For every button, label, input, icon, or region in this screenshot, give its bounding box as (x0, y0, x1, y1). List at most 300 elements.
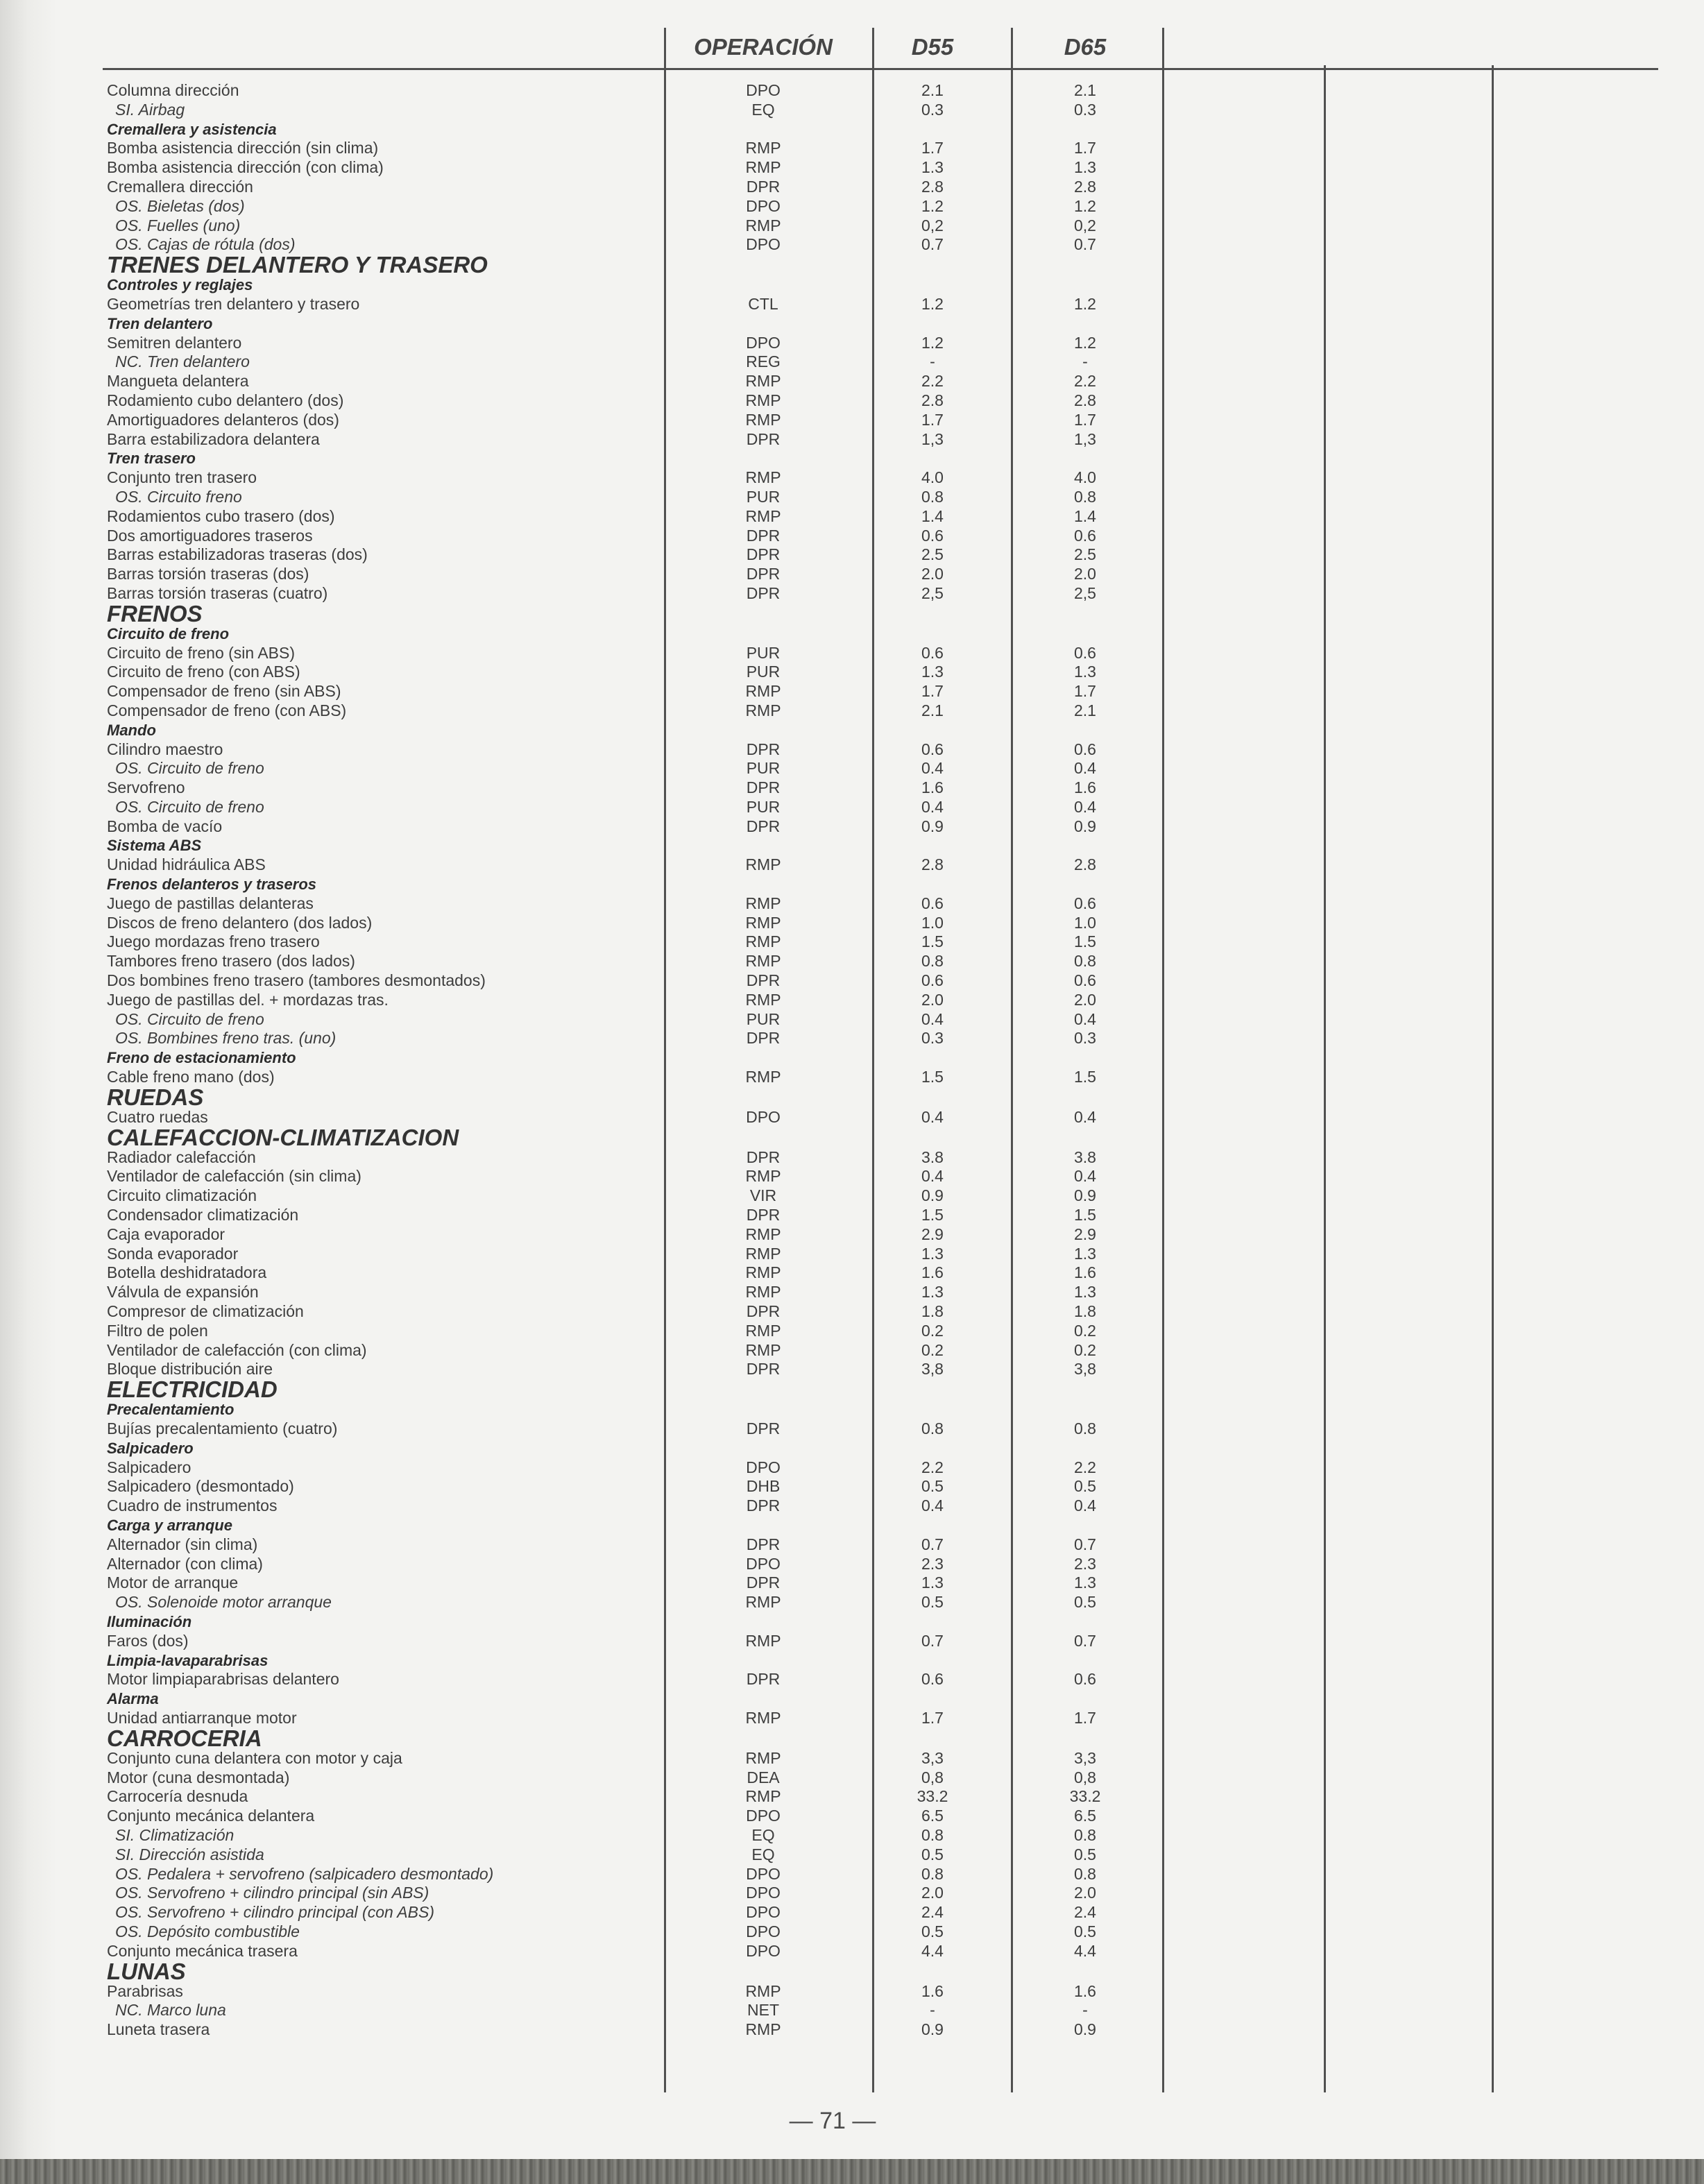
time-d55: 0.3 (921, 1029, 944, 1048)
operation-name: OS. Bombines freno tras. (uno) (115, 1029, 336, 1048)
table-row (0, 1573, 1704, 1593)
time-d65: 0.8 (1074, 1825, 1096, 1844)
table-row (0, 334, 1704, 353)
operation-name: Bomba asistencia dirección (con clima) (107, 158, 384, 177)
operation-code: RMP (745, 701, 781, 719)
category-row (0, 120, 1704, 139)
operation-name: Semitren delantero (107, 333, 242, 352)
category-row (0, 624, 1704, 644)
time-d55: 0.8 (921, 952, 944, 971)
operation-name: Conjunto tren trasero (107, 468, 257, 487)
time-d65: 0.7 (1074, 235, 1096, 254)
category-title: Iluminación (107, 1612, 192, 1630)
category-row (0, 1689, 1704, 1709)
operation-name: OS. Bieletas (dos) (115, 196, 245, 215)
operation-code: DHB (746, 1477, 781, 1496)
operation-name: Válvula de expansión (107, 1283, 259, 1302)
section-heading-row (0, 1958, 1704, 1984)
time-d65: 2.8 (1074, 391, 1096, 409)
table-row (0, 1302, 1704, 1322)
operation-name: Radiador calefacción (107, 1148, 256, 1166)
table-row (0, 1167, 1704, 1186)
time-d55: 2.4 (921, 1903, 944, 1922)
time-d65: 1.6 (1074, 1263, 1096, 1282)
operation-code: RMP (745, 894, 781, 912)
operation-name: Parabrisas (107, 1981, 183, 2000)
time-d55: 2.0 (921, 990, 944, 1009)
operation-code: DPR (746, 583, 781, 602)
operation-code: DPO (746, 81, 781, 99)
table-row (0, 488, 1704, 507)
operation-name: Conjunto mecánica trasera (107, 1941, 298, 1960)
table-row (0, 1322, 1704, 1341)
time-d65: 3,3 (1074, 1748, 1096, 1767)
time-d65: 0.7 (1074, 1631, 1096, 1650)
operation-code: DPR (746, 177, 781, 196)
time-d55: 1.5 (921, 1206, 944, 1225)
category-row (0, 1516, 1704, 1535)
table-row (0, 1787, 1704, 1807)
operations-table (0, 81, 1704, 2040)
time-d65: 2.0 (1074, 1884, 1096, 1902)
table-row (0, 914, 1704, 933)
time-d55: - (930, 2001, 935, 2020)
time-d55: 33.2 (917, 1787, 948, 1806)
table-row (0, 1535, 1704, 1555)
operation-code: DPR (746, 1360, 781, 1379)
operation-name: Servofreno (107, 778, 185, 797)
time-d65: 1.8 (1074, 1302, 1096, 1321)
time-d65: 0.9 (1074, 2020, 1096, 2039)
time-d55: 2.9 (921, 1225, 944, 1243)
operation-code: RMP (745, 1321, 781, 1340)
category-row (0, 721, 1704, 740)
category-title: Circuito de freno (107, 624, 230, 642)
operation-code: VIR (749, 1186, 777, 1205)
category-title: Controles y reglajes (107, 276, 253, 294)
time-d65: 0.7 (1074, 1535, 1096, 1553)
operation-code: DPO (746, 196, 781, 215)
time-d65: 2.0 (1074, 990, 1096, 1009)
table-row (0, 1884, 1704, 1903)
operation-name: NC. Marco luna (115, 2001, 226, 2020)
table-row (0, 372, 1704, 391)
operation-code: RMP (745, 855, 781, 874)
time-d55: 1.4 (921, 506, 944, 525)
table-row (0, 158, 1704, 178)
time-d65: 0.2 (1074, 1321, 1096, 1340)
operation-code: DPO (746, 1458, 781, 1476)
operation-name: Bomba asistencia dirección (sin clima) (107, 139, 379, 157)
operation-code: CTL (748, 294, 778, 313)
time-d65: 0.8 (1074, 1864, 1096, 1883)
time-d65: 1.2 (1074, 196, 1096, 215)
time-d55: 1.2 (921, 196, 944, 215)
operation-name: Alternador (con clima) (107, 1554, 263, 1573)
operation-name: Unidad hidráulica ABS (107, 855, 266, 874)
time-d55: 2.8 (921, 855, 944, 874)
category-row (0, 1439, 1704, 1458)
operation-name: Bloque distribución aire (107, 1360, 273, 1379)
operation-code: RMP (745, 932, 781, 951)
operation-name: OS. Circuito de freno (115, 759, 264, 778)
operation-code: DPR (746, 1496, 781, 1515)
table-row (0, 1225, 1704, 1245)
table-row (0, 1068, 1704, 1087)
time-d65: 0.4 (1074, 797, 1096, 816)
operation-name: Amortiguadores delanteros (dos) (107, 410, 339, 429)
section-heading-row (0, 1124, 1704, 1150)
operation-code: RMP (745, 158, 781, 177)
time-d55: 2.1 (921, 701, 944, 719)
operation-name: OS. Pedalera + servofreno (salpicadero desmontado) (115, 1864, 494, 1883)
time-d65: 1.3 (1074, 158, 1096, 177)
time-d55: 0.4 (921, 1167, 944, 1186)
time-d55: 1.7 (921, 682, 944, 701)
time-d55: 3,3 (921, 1748, 944, 1767)
operation-code: RMP (745, 1340, 781, 1359)
category-title: Sistema ABS (107, 837, 202, 855)
time-d65: 0.6 (1074, 643, 1096, 662)
time-d65: 0.9 (1074, 1186, 1096, 1205)
category-row (0, 836, 1704, 855)
operation-code: RMP (745, 1244, 781, 1263)
table-row (0, 1903, 1704, 1922)
operation-name: Caja evaporador (107, 1225, 225, 1243)
operation-code: DPR (746, 1302, 781, 1321)
table-row (0, 295, 1704, 314)
section-heading-row (0, 1376, 1704, 1403)
table-row (0, 1341, 1704, 1360)
time-d55: 0,2 (921, 216, 944, 234)
section-title: FRENOS (107, 600, 203, 626)
table-row (0, 1942, 1704, 1961)
time-d65: 0.4 (1074, 1167, 1096, 1186)
time-d65: 1.2 (1074, 294, 1096, 313)
operation-code: PUR (746, 1009, 781, 1028)
table-row (0, 1922, 1704, 1942)
time-d55: 0.8 (921, 487, 944, 506)
operation-code: RMP (745, 1981, 781, 2000)
time-d55: 1.7 (921, 410, 944, 429)
time-d55: 0,8 (921, 1768, 944, 1786)
time-d65: 1.7 (1074, 1708, 1096, 1727)
section-title: CARROCERIA (107, 1725, 262, 1751)
operation-code: RMP (745, 216, 781, 234)
category-title: Freno de estacionamiento (107, 1049, 296, 1067)
time-d65: 33.2 (1069, 1787, 1101, 1806)
operation-code: RMP (745, 468, 781, 487)
operation-name: Circuito de freno (con ABS) (107, 663, 300, 681)
time-d55: 1,3 (921, 429, 944, 448)
section-heading-row (0, 600, 1704, 626)
operation-code: RMP (745, 410, 781, 429)
time-d55: 2.2 (921, 1458, 944, 1476)
category-row (0, 875, 1704, 894)
time-d55: 0.5 (921, 1477, 944, 1496)
operation-name: NC. Tren delantero (115, 352, 250, 371)
table-row (0, 740, 1704, 760)
table-row (0, 430, 1704, 450)
table-row (0, 952, 1704, 971)
time-d65: 1.4 (1074, 506, 1096, 525)
operation-code: DPR (746, 526, 781, 545)
time-d55: 1.6 (921, 1981, 944, 2000)
time-d65: 1.3 (1074, 1244, 1096, 1263)
time-d65: 1.3 (1074, 663, 1096, 681)
operation-code: DPO (746, 1922, 781, 1940)
operation-name: OS. Fuelles (uno) (115, 216, 241, 234)
time-d55: 0.4 (921, 759, 944, 778)
section-title: CALEFACCION-CLIMATIZACION (107, 1124, 459, 1150)
category-title: Mando (107, 721, 156, 739)
time-d65: 1.7 (1074, 410, 1096, 429)
time-d65: 3.8 (1074, 1148, 1096, 1166)
category-title: Tren delantero (107, 314, 213, 332)
category-title: Cremallera y asistencia (107, 120, 277, 138)
operation-name: Compresor de climatización (107, 1302, 304, 1321)
section-title: TRENES DELANTERO Y TRASERO (107, 252, 488, 278)
operation-code: DPO (746, 1903, 781, 1922)
table-row (0, 1283, 1704, 1302)
operation-code: EQ (751, 1845, 775, 1863)
operation-name: Juego mordazas freno trasero (107, 932, 320, 951)
operation-code: NET (747, 2001, 779, 2020)
time-d65: 0.8 (1074, 952, 1096, 971)
operation-code: DPR (746, 1206, 781, 1225)
time-d55: 2.8 (921, 177, 944, 196)
operation-code: RMP (745, 1787, 781, 1806)
operation-code: RMP (745, 391, 781, 409)
time-d55: 0.5 (921, 1922, 944, 1940)
time-d55: 1.6 (921, 1263, 944, 1282)
operation-name: OS. Servofreno + cilindro principal (sin ABS) (115, 1884, 429, 1902)
category-row (0, 1048, 1704, 1068)
table-row (0, 507, 1704, 527)
time-d65: 1.7 (1074, 139, 1096, 157)
time-d65: 1,3 (1074, 429, 1096, 448)
section-title: ELECTRICIDAD (107, 1376, 278, 1403)
table-row (0, 584, 1704, 604)
operation-code: RMP (745, 2020, 781, 2039)
time-d65: 2.2 (1074, 372, 1096, 391)
operation-name: Bomba de vacío (107, 817, 223, 835)
time-d55: 1.5 (921, 932, 944, 951)
table-row (0, 1632, 1704, 1651)
operation-name: OS. Circuito de freno (115, 797, 264, 816)
table-row (0, 197, 1704, 216)
time-d55: 0.4 (921, 797, 944, 816)
table-row (0, 778, 1704, 798)
time-d65: 1.5 (1074, 1206, 1096, 1225)
time-d65: 1.6 (1074, 1981, 1096, 2000)
time-d65: 2.8 (1074, 855, 1096, 874)
category-title: Precalentamiento (107, 1401, 235, 1419)
operation-name: OS. Cajas de rótula (dos) (115, 235, 296, 254)
time-d65: 0.5 (1074, 1922, 1096, 1940)
operation-code: RMP (745, 506, 781, 525)
operation-name: Carrocería desnuda (107, 1787, 248, 1806)
table-row (0, 1206, 1704, 1225)
time-d65: 4.4 (1074, 1941, 1096, 1960)
table-row (0, 971, 1704, 991)
time-d65: 0.2 (1074, 1340, 1096, 1359)
header-d65: D65 (1064, 34, 1107, 60)
table-row (0, 352, 1704, 372)
time-d65: 1.3 (1074, 1283, 1096, 1302)
operation-code: REG (746, 352, 781, 371)
operation-name: Botella deshidratadora (107, 1263, 267, 1282)
time-d55: 0.6 (921, 971, 944, 990)
operation-name: SI. Airbag (115, 100, 185, 119)
operation-code: RMP (745, 1748, 781, 1767)
operation-name: Discos de freno delantero (dos lados) (107, 913, 373, 932)
time-d65: 2.8 (1074, 177, 1096, 196)
time-d65: 2.0 (1074, 565, 1096, 583)
table-row (0, 468, 1704, 488)
operation-name: Compensador de freno (sin ABS) (107, 682, 341, 701)
operation-code: DPR (746, 1535, 781, 1553)
time-d65: 0.8 (1074, 487, 1096, 506)
operation-name: Motor de arranque (107, 1573, 239, 1592)
time-d65: 0.5 (1074, 1593, 1096, 1612)
table-row (0, 101, 1704, 120)
time-d55: 2,5 (921, 583, 944, 602)
operation-name: SI. Dirección asistida (115, 1845, 264, 1863)
category-row (0, 449, 1704, 468)
time-d65: 0.6 (1074, 894, 1096, 912)
operation-code: RMP (745, 1283, 781, 1302)
header-d55: D55 (911, 34, 954, 60)
operation-code: RMP (745, 139, 781, 157)
category-title: Salpicadero (107, 1439, 194, 1457)
operation-name: Sonda evaporador (107, 1244, 239, 1263)
time-d55: 0.5 (921, 1845, 944, 1863)
operation-code: DPR (746, 429, 781, 448)
time-d55: 0.6 (921, 894, 944, 912)
table-row (0, 545, 1704, 565)
time-d65: 2.2 (1074, 1458, 1096, 1476)
category-title: Frenos delanteros y traseros (107, 876, 317, 894)
time-d55: 1.3 (921, 1283, 944, 1302)
operation-name: Cremallera dirección (107, 177, 253, 196)
operation-code: RMP (745, 1225, 781, 1243)
table-row (0, 139, 1704, 158)
operation-name: OS. Servofreno + cilindro principal (con ABS) (115, 1903, 434, 1922)
table-row (0, 1496, 1704, 1516)
time-d65: - (1082, 352, 1088, 371)
operation-name: SI. Climatización (115, 1825, 235, 1844)
operation-code: DPO (746, 1884, 781, 1902)
operation-code: DPR (746, 545, 781, 564)
table-row (0, 1458, 1704, 1478)
section-title: LUNAS (107, 1958, 186, 1984)
page-number: — 71 — (789, 2108, 876, 2134)
time-d55: 0.6 (921, 526, 944, 545)
time-d65: 1.3 (1074, 1573, 1096, 1592)
table-row (0, 81, 1704, 101)
category-row (0, 275, 1704, 295)
operation-code: EQ (751, 1825, 775, 1844)
operation-name: Compensador de freno (con ABS) (107, 701, 347, 719)
table-row (0, 894, 1704, 914)
operation-code: RMP (745, 1593, 781, 1612)
time-d55: 1.0 (921, 913, 944, 932)
time-d55: 1.3 (921, 1244, 944, 1263)
table-row (0, 1826, 1704, 1845)
operation-name: Conjunto mecánica delantera (107, 1807, 315, 1825)
time-d65: 2.4 (1074, 1903, 1096, 1922)
time-d55: 1.2 (921, 333, 944, 352)
operation-code: DPR (746, 817, 781, 835)
time-d65: 0,2 (1074, 216, 1096, 234)
operation-code: RMP (745, 913, 781, 932)
table-row (0, 2020, 1704, 2040)
category-title: Tren trasero (107, 450, 196, 468)
section-heading-row (0, 1725, 1704, 1751)
time-d65: - (1082, 2001, 1088, 2020)
table-row (0, 411, 1704, 430)
table-row (0, 798, 1704, 817)
table-row (0, 391, 1704, 411)
table-row (0, 1768, 1704, 1788)
time-d65: 0.6 (1074, 971, 1096, 990)
category-title: Alarma (107, 1690, 159, 1708)
time-d55: 2.1 (921, 81, 944, 99)
operation-code: RMP (745, 1631, 781, 1650)
operation-name: Condensador climatización (107, 1206, 299, 1225)
table-row (0, 1807, 1704, 1826)
table-row (0, 701, 1704, 721)
header-operacion: OPERACIÓN (694, 34, 833, 60)
operation-code: DPO (746, 1554, 781, 1573)
operation-name: Dos amortiguadores traseros (107, 526, 313, 545)
operation-code: PUR (746, 759, 781, 778)
operation-name: Cuatro ruedas (107, 1107, 208, 1126)
time-d65: 0.3 (1074, 100, 1096, 119)
time-d55: 0.2 (921, 1321, 944, 1340)
operation-code: DPO (746, 1941, 781, 1960)
time-d65: 0.4 (1074, 1107, 1096, 1126)
time-d55: 4.0 (921, 468, 944, 487)
operation-name: Tambores freno trasero (dos lados) (107, 952, 355, 971)
table-row (0, 663, 1704, 682)
time-d65: 0.3 (1074, 1029, 1096, 1048)
operation-code: RMP (745, 1263, 781, 1282)
table-row (0, 1477, 1704, 1496)
operation-code: PUR (746, 797, 781, 816)
table-row (0, 1186, 1704, 1206)
operation-code: RMP (745, 1167, 781, 1186)
time-d55: 0.8 (921, 1864, 944, 1883)
table-row (0, 1865, 1704, 1884)
table-row (0, 565, 1704, 584)
time-d65: 0.5 (1074, 1477, 1096, 1496)
operation-name: Columna dirección (107, 81, 239, 99)
operation-code: RMP (745, 1068, 781, 1086)
operation-name: Rodamientos cubo trasero (dos) (107, 506, 335, 525)
operation-name: Barra estabilizadora delantera (107, 429, 320, 448)
time-d55: 1.7 (921, 139, 944, 157)
operation-code: DPO (746, 333, 781, 352)
operation-code: RMP (745, 952, 781, 971)
table-row (0, 1749, 1704, 1768)
time-d55: 0.4 (921, 1496, 944, 1515)
time-d65: 1.5 (1074, 932, 1096, 951)
time-d55: 2.8 (921, 391, 944, 409)
operation-code: DPR (746, 971, 781, 990)
time-d65: 0.6 (1074, 526, 1096, 545)
